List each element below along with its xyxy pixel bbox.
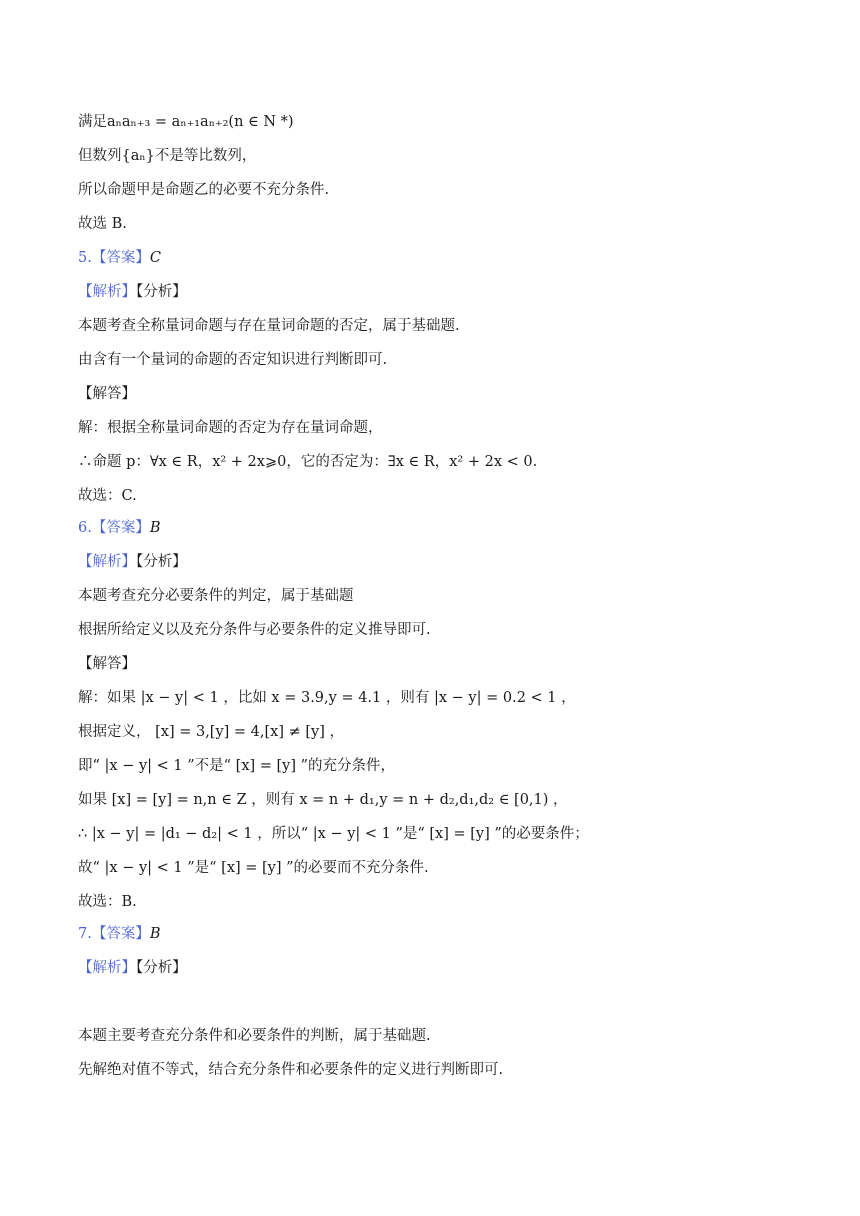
text-line: 根据定义， [x] = 3,[y] = 4,[x] ≠ [y] ，	[78, 724, 344, 740]
text-line: ∴ |x − y| = |d₁ − d₂| < 1 ，所以“ |x − y| < 1 ”是“ [x] = [y] ”的必要条件；	[78, 826, 589, 842]
text-line: 满足aₙaₙ₊₃ = aₙ₊₁aₙ₊₂(n ∈ N *)	[78, 114, 294, 130]
fenxi-label: 【分析】	[136, 960, 187, 976]
text-line: 故选：C.	[78, 488, 137, 504]
text-line: 由含有一个量词的命题的否定知识进行判断即可.	[78, 352, 388, 368]
fenxi-label: 【分析】	[136, 284, 187, 300]
analysis-label: 【解析】	[78, 284, 136, 300]
answer-value: B	[149, 926, 161, 942]
text-line: 根据所给定义以及充分条件与必要条件的定义推导即可.	[78, 622, 431, 638]
answer-label: 7.【答案】	[78, 926, 150, 942]
text-line: 故选 B.	[78, 216, 127, 232]
fenxi-label: 【分析】	[136, 554, 187, 570]
text-line: 即“ |x − y| < 1 ”不是“ [x] = [y] ”的充分条件，	[78, 758, 396, 774]
text-line: 解：如果 |x − y| < 1 ，比如 x = 3.9,y = 4.1 ，则有 |x − y| = 0.2 < 1 ，	[78, 690, 576, 706]
solution-heading: 【解答】	[78, 386, 136, 402]
solution-heading: 【解答】	[78, 656, 136, 672]
text-line: ∴命题 p：∀x ∈ R，x² + 2x⩾0，它的否定为：∃x ∈ R，x² + 2x < 0.	[78, 454, 538, 470]
text-line: 本题主要考查充分条件和必要条件的判断，属于基础题.	[78, 1028, 431, 1044]
text-line: 但数列{aₙ}不是等比数列，	[78, 148, 257, 164]
analysis-heading	[78, 958, 187, 978]
answer-label: 6.【答案】	[78, 520, 150, 536]
text-line: 本题考查充分必要条件的判定，属于基础题	[78, 588, 354, 604]
text-line: 如果 [x] = [y] = n,n ∈ Z ，则有 x = n + d₁,y = n + d₂,d₁,d₂ ∈ [0,1) ，	[78, 792, 568, 808]
answer-heading-7	[78, 924, 161, 944]
analysis-heading	[78, 282, 187, 302]
analysis-label: 【解析】	[78, 554, 136, 570]
analysis-heading	[78, 552, 187, 572]
answer-value: B	[149, 520, 161, 536]
text-line: 故“ |x − y| < 1 ”是“ [x] = [y] ”的必要而不充分条件.	[78, 860, 429, 876]
text-line: 故选：B.	[78, 894, 137, 910]
answer-heading-5	[78, 248, 161, 268]
text-line: 解：根据全称量词命题的否定为存在量词命题，	[78, 420, 383, 436]
answer-heading-6	[78, 518, 161, 538]
answer-value: C	[149, 250, 161, 266]
text-line: 所以命题甲是命题乙的必要不充分条件.	[78, 182, 330, 198]
answer-label: 5.【答案】	[78, 250, 150, 266]
analysis-label: 【解析】	[78, 960, 136, 976]
text-line: 先解绝对值不等式，结合充分条件和必要条件的定义进行判断即可.	[78, 1062, 504, 1078]
text-line: 本题考查全称量词命题与存在量词命题的否定，属于基础题.	[78, 318, 460, 334]
